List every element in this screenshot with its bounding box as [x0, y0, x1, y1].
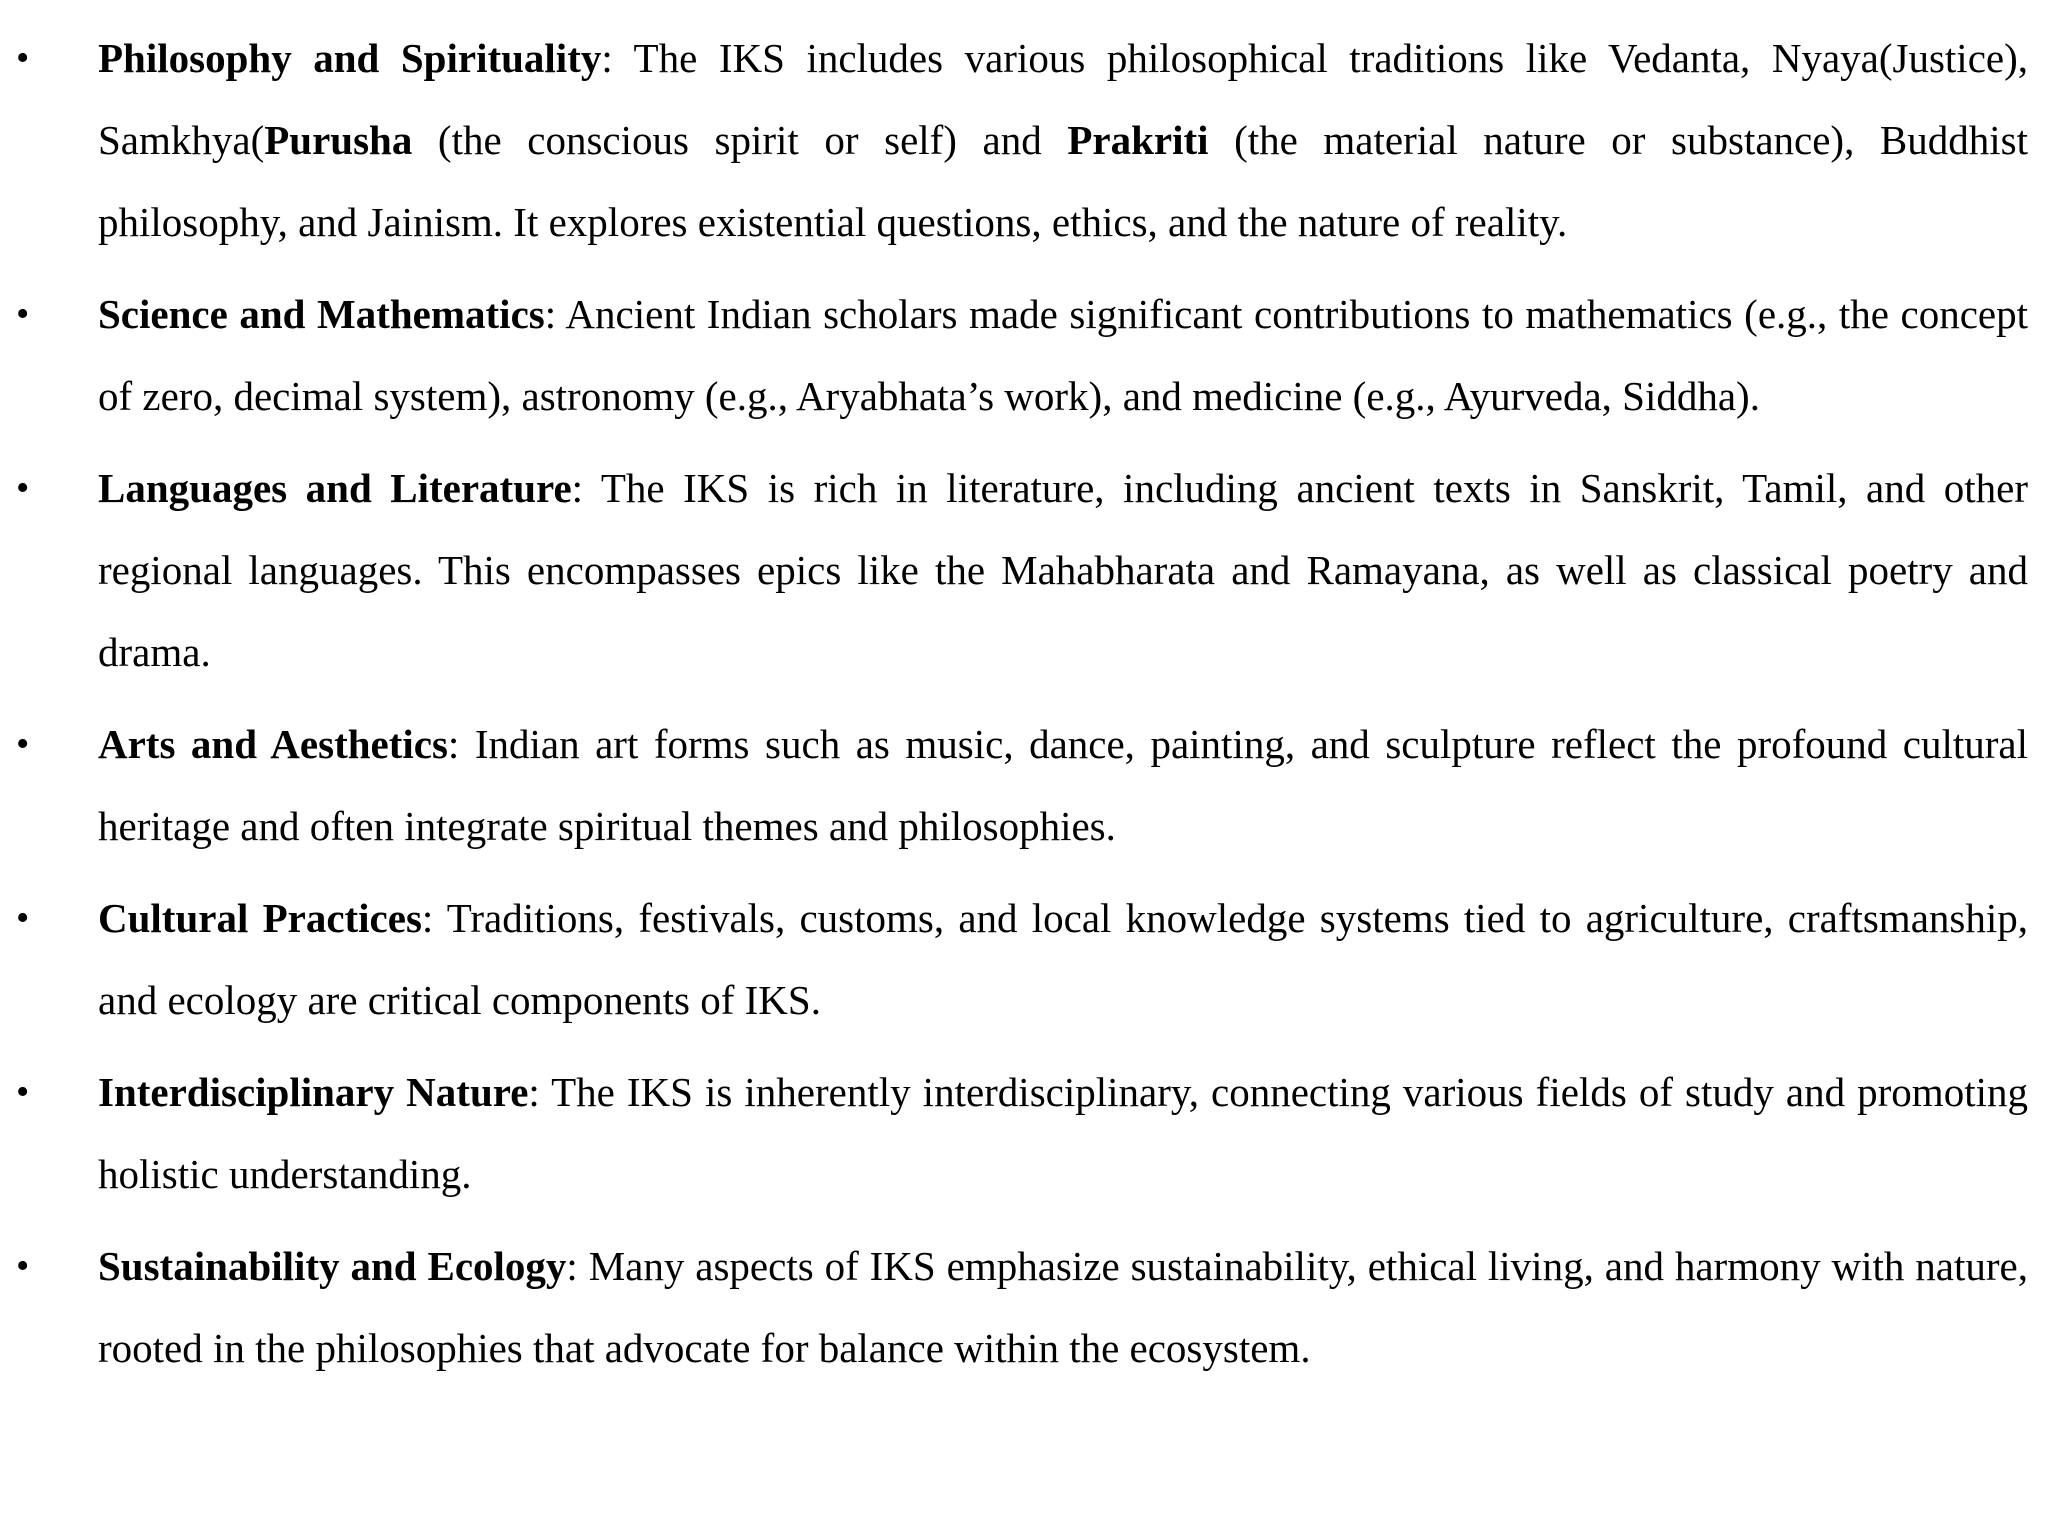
bullet-icon: • — [16, 897, 30, 939]
list-item-philosophy-spirituality — [0, 17, 2048, 263]
list-item-text — [98, 877, 2028, 1041]
bullet-icon: • — [16, 467, 30, 509]
list-item-body: : The IKS is inherently interdisciplinary, connecting various fields of study and promoting holistic understanding. — [98, 1069, 2028, 1197]
list-item-text — [98, 447, 2028, 693]
list-item-text — [98, 17, 2028, 263]
list-item-text — [98, 703, 2028, 867]
list-item-text — [98, 273, 2028, 437]
list-item-interdisciplinary-nature — [0, 1051, 2048, 1215]
list-item-term: Cultural Practices — [98, 895, 422, 941]
list-item-body: (the material nature or substance), Buddhist philosophy, and Jainism. It explores existential questions, ethics, and the nature of reality. — [98, 117, 2028, 245]
bullet-icon: • — [16, 37, 30, 79]
list-item-body: : Traditions, festivals, customs, and local knowledge systems tied to agriculture, craftsmanship, and ecology are critical components of IKS. — [98, 895, 2028, 1023]
term-purusha: Purusha — [264, 117, 413, 163]
bullet-list — [0, 17, 2048, 1399]
list-item-science-mathematics — [0, 273, 2048, 437]
list-item-term: Science and Mathematics — [98, 291, 545, 337]
list-item-sustainability-ecology — [0, 1225, 2048, 1389]
list-item-term: Interdisciplinary Nature — [98, 1069, 529, 1115]
list-item-body: : The IKS includes various philosophical traditions like Vedanta, Nyaya(Justice), Samkhya( — [98, 35, 2028, 163]
bullet-icon: • — [16, 1245, 30, 1287]
list-item-body: : The IKS is rich in literature, including ancient texts in Sanskrit, Tamil, and other regional languages. This encompasses epics like the Mahabharata and Ramayana, as well as classical poetry and drama. — [98, 465, 2028, 675]
list-item-languages-literature — [0, 447, 2048, 693]
list-item-term: Languages and Literature — [98, 465, 572, 511]
list-item-term: Philosophy and Spirituality — [98, 35, 602, 81]
list-item-text — [98, 1051, 2028, 1215]
bullet-icon: • — [16, 1071, 30, 1113]
list-item-arts-aesthetics — [0, 703, 2048, 867]
list-item-term: Sustainability and Ecology — [98, 1243, 567, 1289]
list-item-body: : Ancient Indian scholars made significant contributions to mathematics (e.g., the concept of zero, decimal system), astronomy (e.g., Aryabhata’s work), and medicine (e.g., Ayurveda, Siddha). — [98, 291, 2028, 419]
bullet-icon: • — [16, 723, 30, 765]
list-item-text — [98, 1225, 2028, 1389]
list-item-body: : Many aspects of IKS emphasize sustainability, ethical living, and harmony with nature, rooted in the philosophies that advocate for balance within the ecosystem. — [98, 1243, 2028, 1371]
list-item-body: : Indian art forms such as music, dance, painting, and sculpture reflect the profound cultural heritage and often integrate spiritual themes and philosophies. — [98, 721, 2028, 849]
list-item-term: Arts and Aesthetics — [98, 721, 448, 767]
bullet-icon: • — [16, 293, 30, 335]
list-item-body: (the conscious spirit or self) and — [412, 117, 1068, 163]
term-prakriti: Prakriti — [1067, 117, 1209, 163]
list-item-cultural-practices — [0, 877, 2048, 1041]
